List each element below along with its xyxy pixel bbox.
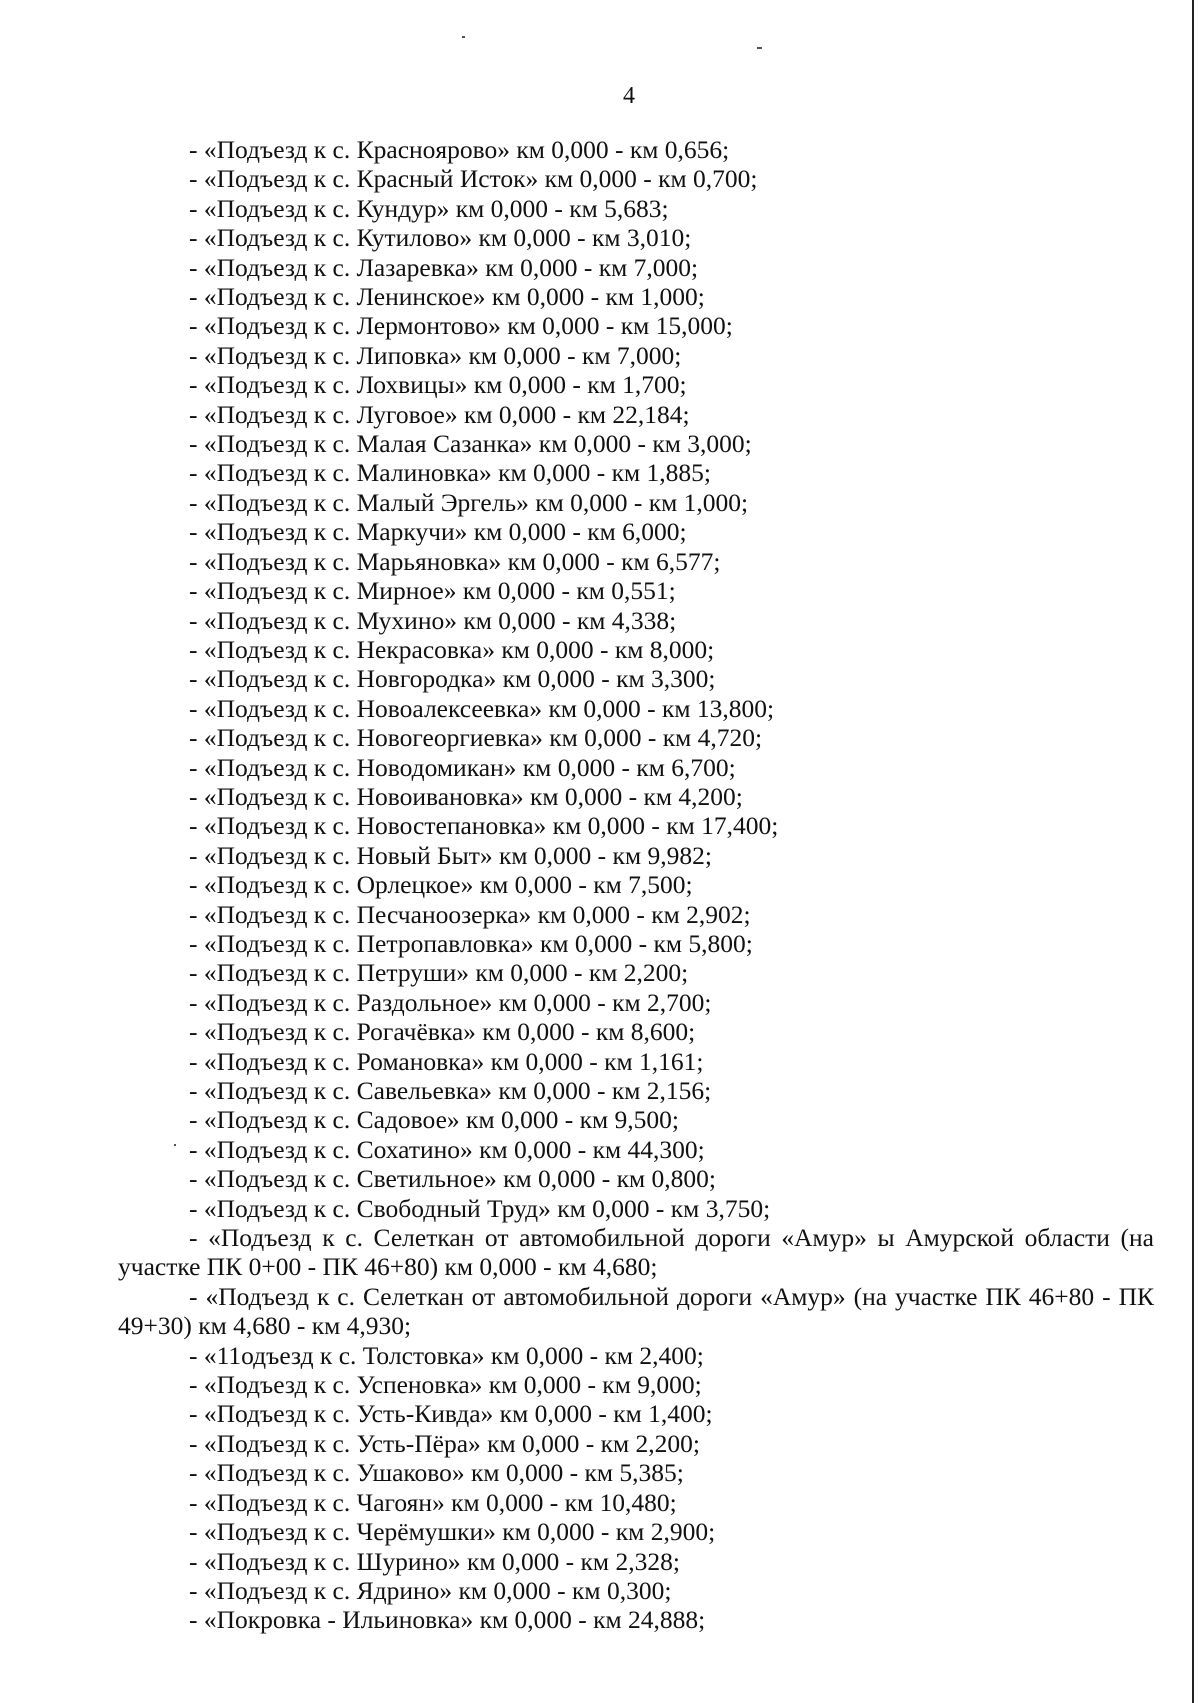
scan-speck: [462, 36, 465, 38]
list-item: - «Подъезд к с. Новгородка» км 0,000 - км 3,300;: [189, 664, 716, 694]
list-item: - «Подъезд к с. Черёмушки» км 0,000 - км 2,900;: [189, 1517, 716, 1547]
list-item: - «Подъезд к с. Мирное» км 0,000 - км 0,551;: [189, 576, 676, 606]
list-item: - «Подъезд к с. Петруши» км 0,000 - км 2,200;: [189, 958, 689, 988]
list-item: - «Подъезд к с. Ленинское» км 0,000 - км 1,000;: [189, 282, 705, 312]
list-item: - «Подъезд к с. Орлецкое» км 0,000 - км 7,500;: [189, 870, 693, 900]
list-item: - «Подъезд к с. Новоалексеевка» км 0,000 - км 13,800;: [189, 693, 775, 723]
list-item: - «Подъезд к с. Липовка» км 0,000 - км 7,000;: [189, 340, 682, 370]
list-item: - «Подъезд к с. Кутилово» км 0,000 - км 3,010;: [189, 223, 692, 253]
list-item: - «Подъезд к с. Новостепановка» км 0,000 - км 17,400;: [189, 811, 779, 841]
list-item: - «Подъезд к с. Ушаково» км 0,000 - км 5,385;: [189, 1458, 684, 1488]
list-item: - «Подъезд к с. Луговое» км 0,000 - км 22,184;: [189, 399, 690, 429]
list-item: - «Подъезд к с. Лохвицы» км 0,000 - км 1,700;: [189, 370, 687, 400]
list-item: - «Подъезд к с. Успеновка» км 0,000 - км 9,000;: [189, 1370, 702, 1400]
list-item: - «Подъезд к с. Новогеоргиевка» км 0,000 - км 4,720;: [189, 723, 763, 753]
list-item: - «Подъезд к с. Светильное» км 0,000 - км 0,800;: [189, 1164, 717, 1194]
list-item: - «Подъезд к с. Ядрино» км 0,000 - км 0,300;: [189, 1575, 672, 1605]
list-item: - «Подъезд к с. Шурино» км 0,000 - км 2,328;: [189, 1546, 680, 1576]
list-item: - «Подъезд к с. Малая Сазанка» км 0,000 - км 3,000;: [189, 429, 752, 459]
list-item: - «Подъезд к с. Новоивановка» км 0,000 - км 4,200;: [189, 781, 743, 811]
list-item: - «Подъезд к с. Краснoярово» км 0,000 - км 0,656;: [189, 135, 730, 164]
list-item: - «Подъезд к с. Марьяновка» км 0,000 - км 6,577;: [189, 546, 721, 576]
list-item: - «Подъезд к с. Усть-Пёра» км 0,000 - км 2,200;: [189, 1428, 701, 1458]
list-item: - «Подъезд к с. Селеткан от автомобильной дороги «Амур» ы Амурской области (на участке ПК 0+00 - ПК 46+80) км 0,000 - км 4,680;: [118, 1223, 1154, 1282]
list-item: - «Подъезд к с. Некрасовка» км 0,000 - км 8,000;: [189, 634, 715, 664]
list-item: - «Подъезд к с. Селеткан от автомобильной дороги «Амур» (на участке ПК 46+80 - ПК 49+30) км 4,680 - км 4,930;: [118, 1281, 1154, 1341]
list-item: - «Подъезд к с. Свободный Труд» км 0,000 - км 3,750;: [189, 1193, 771, 1223]
page-number: 4: [623, 83, 635, 109]
list-item: - «Подъезд к с. Новодомикан» км 0,000 - км 6,700;: [189, 752, 736, 782]
list-item: - «Подъезд к с. Сохатино» км 0,000 - км 44,300;: [189, 1134, 705, 1164]
list-item: - «Подъезд к с. Усть-Кивда» км 0,000 - км 1,400;: [189, 1399, 713, 1429]
list-item: - «Покровка - Ильиновка» км 0,000 - км 24,888;: [189, 1605, 706, 1635]
list-item: - «Подъезд к с. Мухино» км 0,000 - км 4,338;: [189, 605, 677, 635]
list-item: - «Подъезд к с. Петропавловка» км 0,000 - км 5,800;: [189, 928, 753, 958]
list-item: - «Подъезд к с. Кундур» км 0,000 - км 5,683;: [189, 193, 669, 223]
list-item: - «Подъезд к с. Песчаноозерка» км 0,000 - км 2,902;: [189, 899, 751, 929]
list-item: - «Подъезд к с. Красный Исток» км 0,000 - км 0,700;: [189, 164, 758, 194]
list-item: - «Подъезд к с. Садовое» км 0,000 - км 9,500;: [189, 1105, 679, 1135]
list-item: - «Подъезд к с. Лазаревка» км 0,000 - км 7,000;: [189, 252, 699, 282]
list-item: - «Подъезд к с. Маркучи» км 0,000 - км 6,000;: [189, 517, 687, 547]
list-item: - «Подъезд к с. Савельевка» км 0,000 - км 2,156;: [189, 1076, 712, 1105]
list-item: - «Подъезд к с. Чагоян» км 0,000 - км 10,480;: [189, 1487, 677, 1517]
list-item: - «Подъезд к с. Романовка» км 0,000 - км 1,161;: [189, 1046, 704, 1076]
list-item: - «Подъезд к с. Малый Эргель» км 0,000 - км 1,000;: [189, 487, 749, 517]
list-item: - «Подъезд к с. Лермонтово» км 0,000 - км 15,000;: [189, 311, 733, 341]
list-item: - «Подъезд к с. Рогачёвка» км 0,000 - км 8,600;: [189, 1017, 696, 1047]
list-item: - «11одъезд к с. Толстовка» км 0,000 - км 2,400;: [189, 1340, 704, 1370]
list-item: - «Подъезд к с. Раздольное» км 0,000 - км 2,700;: [189, 987, 712, 1017]
list-item: - «Подъезд к с. Новый Быт» км 0,000 - км 9,982;: [189, 840, 712, 870]
road-access-list: [118, 135, 1154, 1635]
scan-speck: [757, 47, 762, 49]
list-item: - «Подъезд к с. Малиновка» км 0,000 - км 1,885;: [189, 458, 711, 488]
scan-page-edge: [1192, 0, 1194, 1703]
